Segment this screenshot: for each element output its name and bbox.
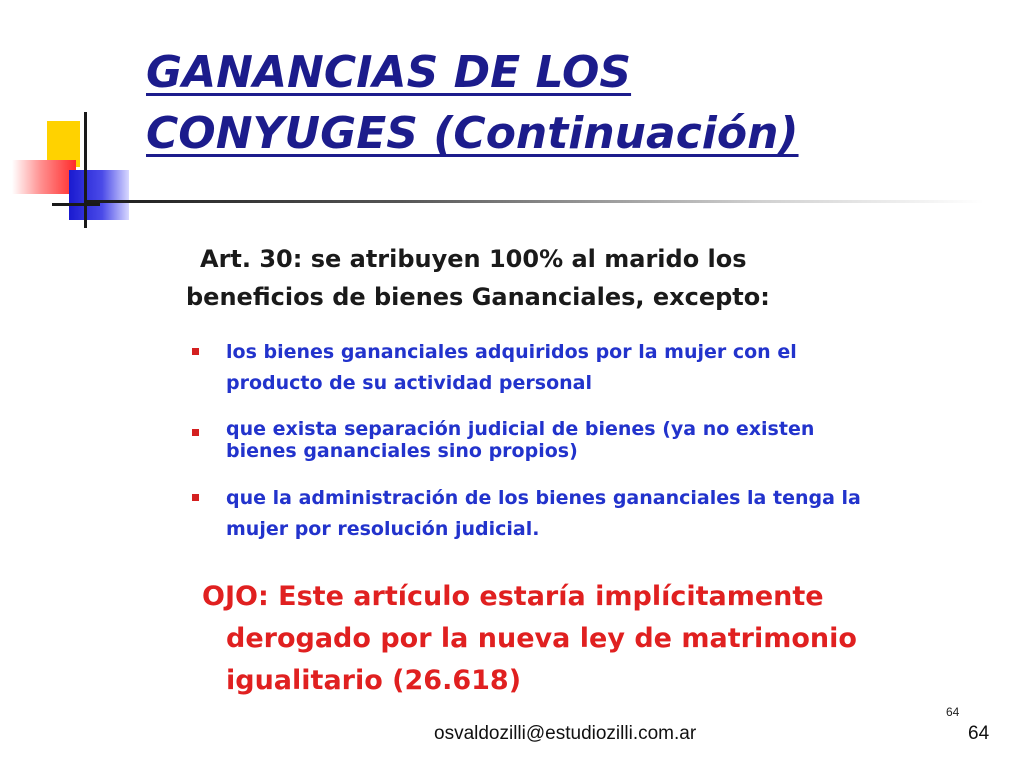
article-line-1: Art. 30: se atribuyen 100% al marido los (200, 245, 747, 273)
red-square-decoration (12, 160, 76, 194)
list-item-line-2: producto de su actividad personal (226, 372, 593, 394)
list-item (190, 337, 1000, 399)
slide-number-small: 64 (946, 705, 960, 719)
warning-note-line-2: derogado por la nueva ley de matrimonio (226, 623, 857, 654)
article-line-2: beneficios de bienes Gananciales, excepto: (186, 283, 770, 311)
list-item (190, 418, 1000, 462)
square-bullet-icon (192, 494, 199, 501)
list-item-line-2: bienes gananciales sino propios) (226, 440, 578, 462)
list-item-line-1: que la administración de los bienes gananciales la tenga la (226, 487, 861, 509)
exceptions-list (190, 337, 1000, 545)
footer-email: osvaldozilli@estudiozilli.com.ar (434, 723, 697, 744)
horizontal-line-decoration (52, 203, 100, 206)
list-item-line-2: mujer por resolución judicial. (226, 518, 540, 540)
footer-page-number: 64 (968, 723, 990, 744)
list-item-line-1: los bienes gananciales adquiridos por la mujer con el (226, 341, 797, 363)
warning-note (202, 576, 982, 702)
slide-title (146, 42, 1006, 164)
slide-title-line-2: CONYUGES (Continuación) (146, 108, 799, 159)
warning-note-line-3: igualitario (26.618) (226, 665, 522, 696)
blue-square-decoration (69, 170, 129, 220)
square-bullet-icon (192, 429, 199, 436)
warning-note-line-1: OJO: Este artículo estaría implícitamente (202, 581, 824, 612)
decorative-logo-blocks (0, 0, 160, 240)
slide-title-line-1: GANANCIAS DE LOS (146, 47, 632, 98)
square-bullet-icon (192, 348, 199, 355)
vertical-line-decoration (84, 112, 87, 228)
list-item (190, 483, 1000, 545)
list-item-line-1: que exista separación judicial de bienes (ya no existen (226, 418, 815, 440)
title-divider (84, 200, 984, 203)
article-statement (186, 240, 966, 316)
